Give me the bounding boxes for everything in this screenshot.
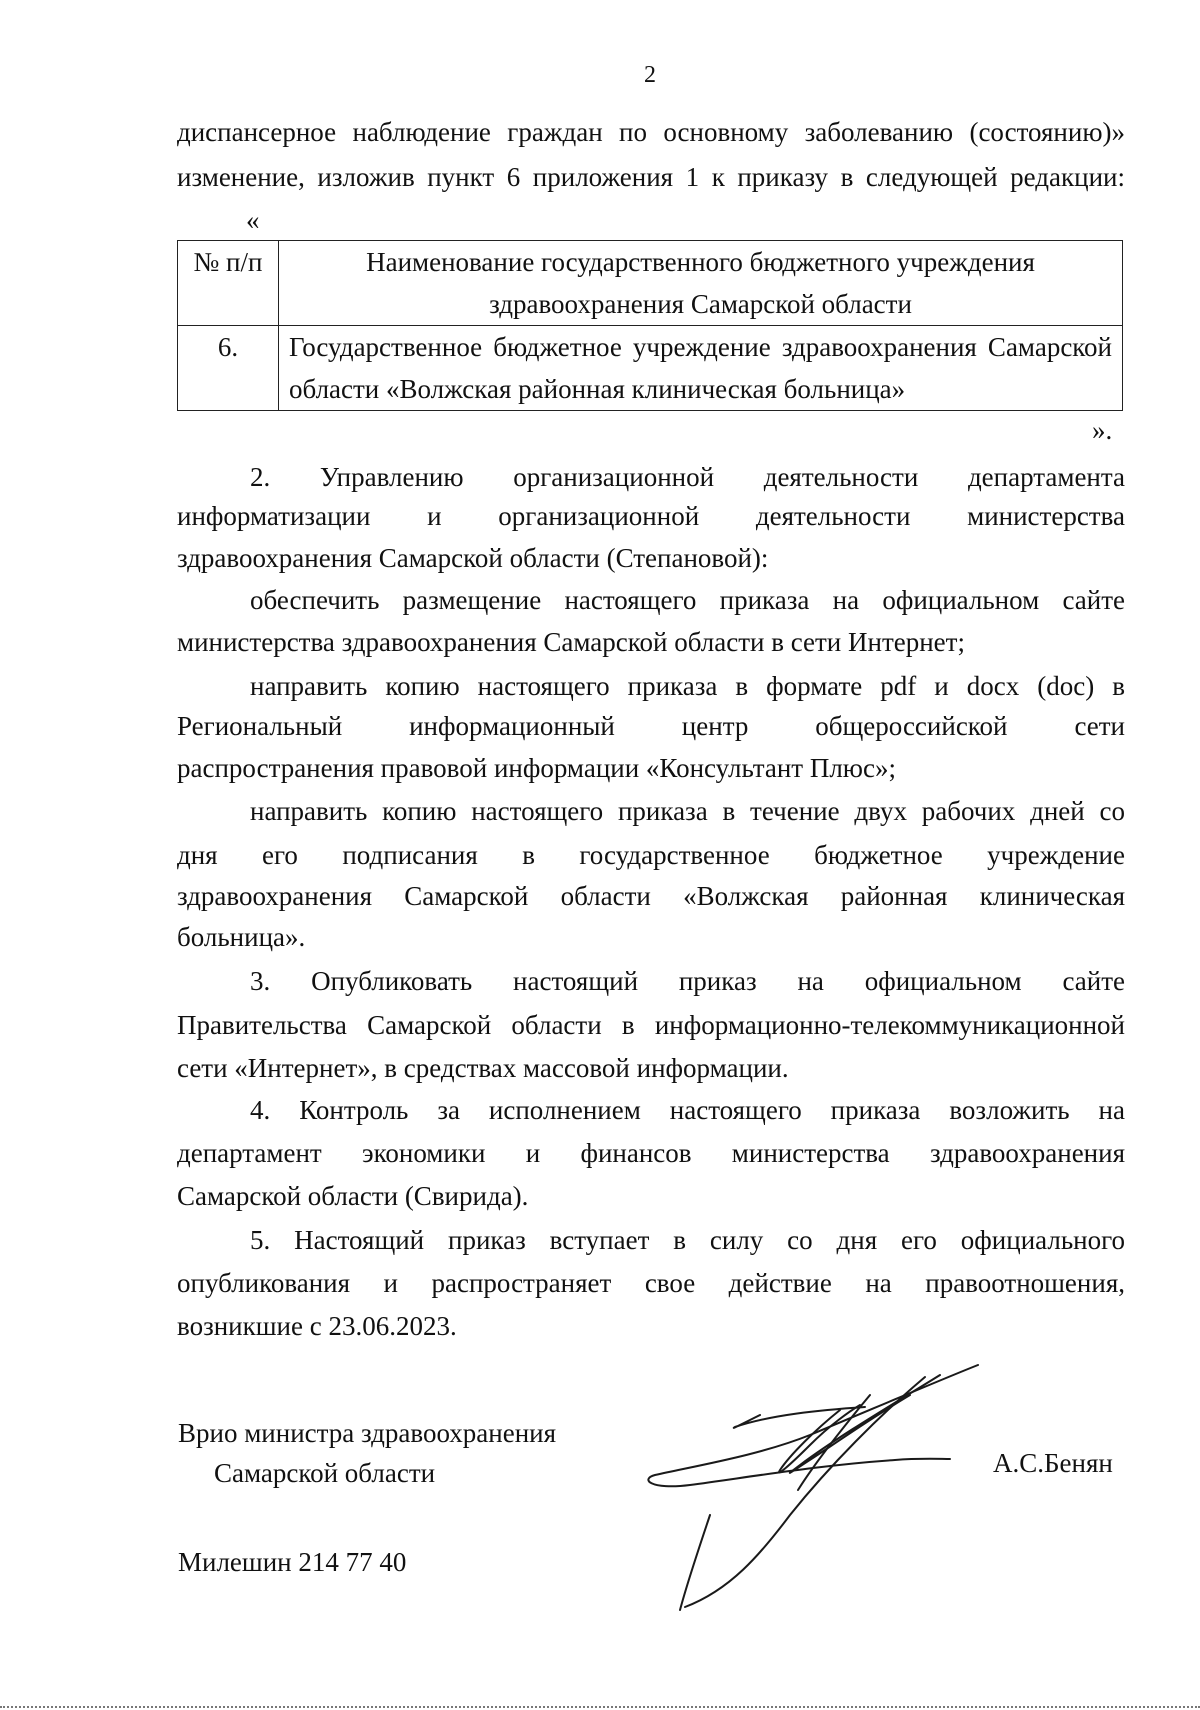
paragraph-2b-line-1: направить копию настоящего приказа в формате pdf и docx (doc) в	[250, 671, 1125, 701]
paragraph-5-line-2: опубликования и распространяет свое действие на правоотношения,	[177, 1268, 1125, 1298]
signatory-name: А.С.Бенян	[993, 1448, 1113, 1478]
paragraph-2a-line-2: министерства здравоохранения Самарской области в сети Интернет;	[177, 627, 965, 657]
paragraph-2c-line-2: дня его подписания в государственное бюджетное учреждение	[177, 840, 1125, 870]
signatory-title-line-2: Самарской области	[214, 1458, 436, 1488]
paragraph-2c-line-4: больница».	[177, 922, 306, 952]
header-name-cell: Наименование государственного бюджетного учреждения здравоохранения Самарской области	[279, 241, 1123, 326]
paragraph-2b-line-2: Региональный информационный центр общероссийской сети	[177, 711, 1125, 741]
table-row	[178, 326, 1123, 411]
paragraph-3-line-2: Правительства Самарской области в информационно-телекоммуникационной	[177, 1010, 1125, 1040]
intro-line-2: изменение, изложив пункт 6 приложения 1 к приказу в следующей редакции:	[177, 162, 1125, 192]
paragraph-4-line-1: 4. Контроль за исполнением настоящего приказа возложить на	[250, 1095, 1125, 1125]
paragraph-2a-line-1: обеспечить размещение настоящего приказа на официальном сайте	[250, 585, 1125, 615]
signatory-title	[178, 1413, 556, 1493]
scan-edge-line	[0, 1706, 1200, 1710]
signatory-title-line-1: Врио министра здравоохранения	[178, 1418, 557, 1448]
paragraph-2-line-2: информатизации и организационной деятельности министерства	[177, 501, 1125, 531]
paragraph-4-line-3: Самарской области (Свирида).	[177, 1181, 529, 1211]
paragraph-2c-line-3: здравоохранения Самарской области «Волжская районная клиническая	[177, 881, 1125, 911]
intro-line-1: диспансерное наблюдение граждан по основному заболеванию (состоянию)»	[177, 117, 1125, 147]
table-header-row	[178, 241, 1123, 326]
quote-close: ».	[1092, 415, 1113, 445]
paragraph-3-line-3: сети «Интернет», в средствах массовой информации.	[177, 1053, 789, 1083]
page-number: 2	[644, 62, 656, 88]
paragraph-5-line-1: 5. Настоящий приказ вступает в силу со дня его официального	[250, 1225, 1125, 1255]
paragraph-2-line-3: здравоохранения Самарской области (Степановой):	[177, 543, 769, 573]
contact-line: Милешин 214 77 40	[178, 1547, 407, 1577]
row-name-cell: Государственное бюджетное учреждение здравоохранения Самарской области «Волжская районная клиническая больница»	[279, 326, 1123, 411]
paragraph-4-line-2: департамент экономики и финансов министерства здравоохранения	[177, 1138, 1125, 1168]
institution-table	[177, 240, 1123, 411]
paragraph-3-line-1: 3. Опубликовать настоящий приказ на официальном сайте	[250, 966, 1125, 996]
paragraph-2c-line-1: направить копию настоящего приказа в течение двух рабочих дней со	[250, 796, 1125, 826]
row-number-cell: 6.	[178, 326, 279, 411]
paragraph-5-line-3: возникшие с 23.06.2023.	[177, 1311, 457, 1341]
quote-open: «	[246, 205, 260, 235]
handwritten-signature	[640, 1355, 990, 1615]
paragraph-2-line-1: 2. Управлению организационной деятельности департамента	[250, 462, 1125, 492]
paragraph-2b-line-3: распространения правовой информации «Консультант Плюс»;	[177, 753, 896, 783]
header-number-cell: № п/п	[178, 241, 279, 326]
